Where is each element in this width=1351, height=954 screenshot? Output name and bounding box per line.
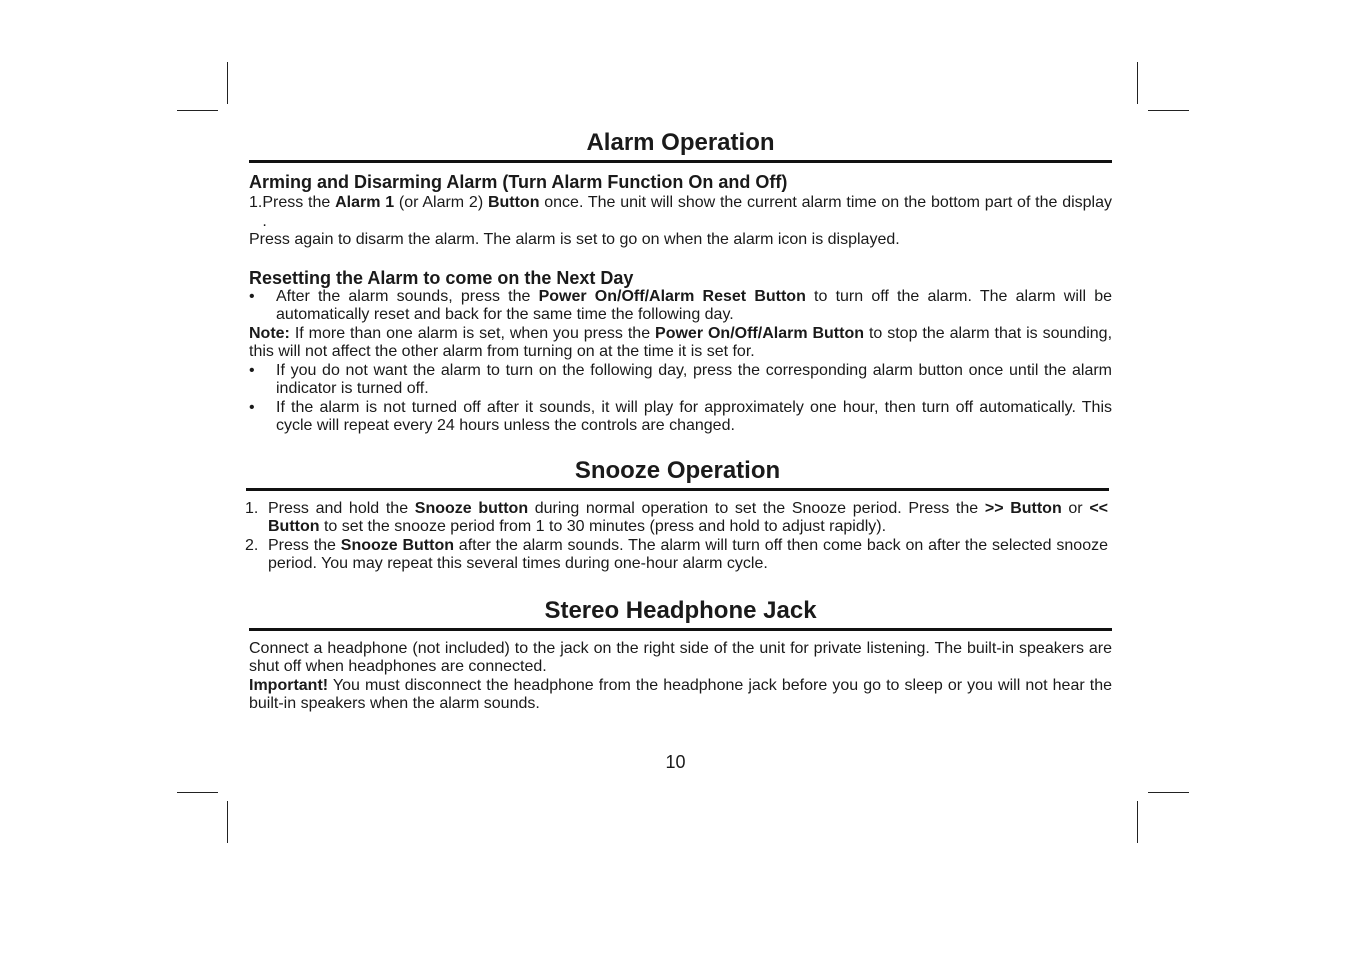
text-run: After the alarm sounds, press the [276, 287, 539, 305]
text-run: Press the [268, 536, 341, 554]
bold-run: Snooze Button [340, 536, 454, 554]
important-paragraph [249, 677, 1112, 714]
text-run: You must disconnect the headphone from the headphone jack before you go to sleep or you will not hear the built-in speakers when the alarm sounds. [249, 676, 1112, 712]
text-run: If the alarm is not turned off after it sounds, it will play for approximately one hour, then turn off automatically. This cycle will repeat every 24 hours unless the controls are changed. [276, 398, 1112, 434]
manual-page [245, 128, 1113, 714]
bold-run: Snooze button [414, 499, 529, 517]
subheading-arming: Arming and Disarming Alarm (Turn Alarm Function On and Off) [249, 172, 788, 192]
list-item [249, 362, 1112, 399]
bold-run: Power On/Off/Alarm Reset Button [538, 287, 806, 305]
text-run: after the alarm sounds. The alarm will turn off then come back on after the selected snooze period. You may repeat this several times during one-hour alarm cycle. [268, 536, 1108, 572]
arming-paragraph: Press again to disarm the alarm. The alarm is set to go on when the alarm icon is displayed. [249, 231, 900, 248]
note-label: Note: [249, 324, 290, 342]
text-run: If you do not want the alarm to turn on the following day, press the corresponding alarm button once until the alarm indicator is turned off. [276, 361, 1112, 397]
text-run: If more than one alarm is set, when you press the [289, 324, 656, 342]
bold-run: Power On/Off/Alarm Button [655, 324, 865, 342]
step-number: 2. [245, 536, 259, 554]
bold-run: Alarm 1 [335, 194, 395, 211]
text-run: Press and hold the [268, 499, 415, 517]
bullet: • [249, 398, 255, 416]
step-number: 1. [245, 499, 259, 517]
text-run: once. The unit will show the current alarm time on the bottom part of the display . [262, 194, 1113, 230]
crop-mark [177, 110, 218, 111]
text-run: Press the [262, 194, 336, 211]
text-run: (or Alarm 2) [394, 194, 488, 211]
section-title-alarm: Alarm Operation [249, 128, 1112, 163]
text-run: during normal operation to set the Snooze period. Press the [528, 499, 985, 517]
note-paragraph [249, 325, 1112, 362]
crop-mark [227, 62, 228, 104]
crop-mark [1137, 801, 1138, 843]
text-run: or [1061, 499, 1090, 517]
crop-mark [1137, 62, 1138, 104]
list-item [245, 500, 1108, 537]
subheading-reset: Resetting the Alarm to come on the Next Day [249, 267, 634, 288]
bullet: • [249, 287, 255, 305]
step-number: 1. [249, 194, 263, 211]
arming-step-1 [249, 194, 1112, 231]
text-run: to set the snooze period from 1 to 30 minutes (press and hold to adjust rapidly). [319, 518, 887, 535]
list-item [249, 288, 1112, 325]
crop-mark [1148, 792, 1189, 793]
list-item [249, 399, 1112, 436]
section-title-headphone: Stereo Headphone Jack [249, 596, 1112, 631]
list-item [245, 537, 1108, 574]
bold-run: >> Button [984, 499, 1062, 517]
crop-mark [227, 801, 228, 843]
bold-run: Button [487, 194, 540, 211]
headphone-paragraph: Connect a headphone (not included) to the jack on the right side of the unit for private listening. The built-in speakers are shut off when headphones are connected. [249, 639, 1112, 675]
text-run: to turn off the alarm. The alarm will be automatically reset and back for the same time the following day. [276, 287, 1112, 323]
bold-run: << Button [268, 499, 1108, 535]
page-number: 10 [665, 752, 686, 772]
crop-mark [1148, 110, 1189, 111]
important-label: Important! [249, 676, 329, 694]
section-title-snooze: Snooze Operation [246, 456, 1109, 491]
text-run: to stop the alarm that is sounding, this will not affect the other alarm from turning on at the time it is set for. [249, 324, 1113, 360]
crop-mark [177, 792, 218, 793]
bullet: • [249, 361, 255, 379]
